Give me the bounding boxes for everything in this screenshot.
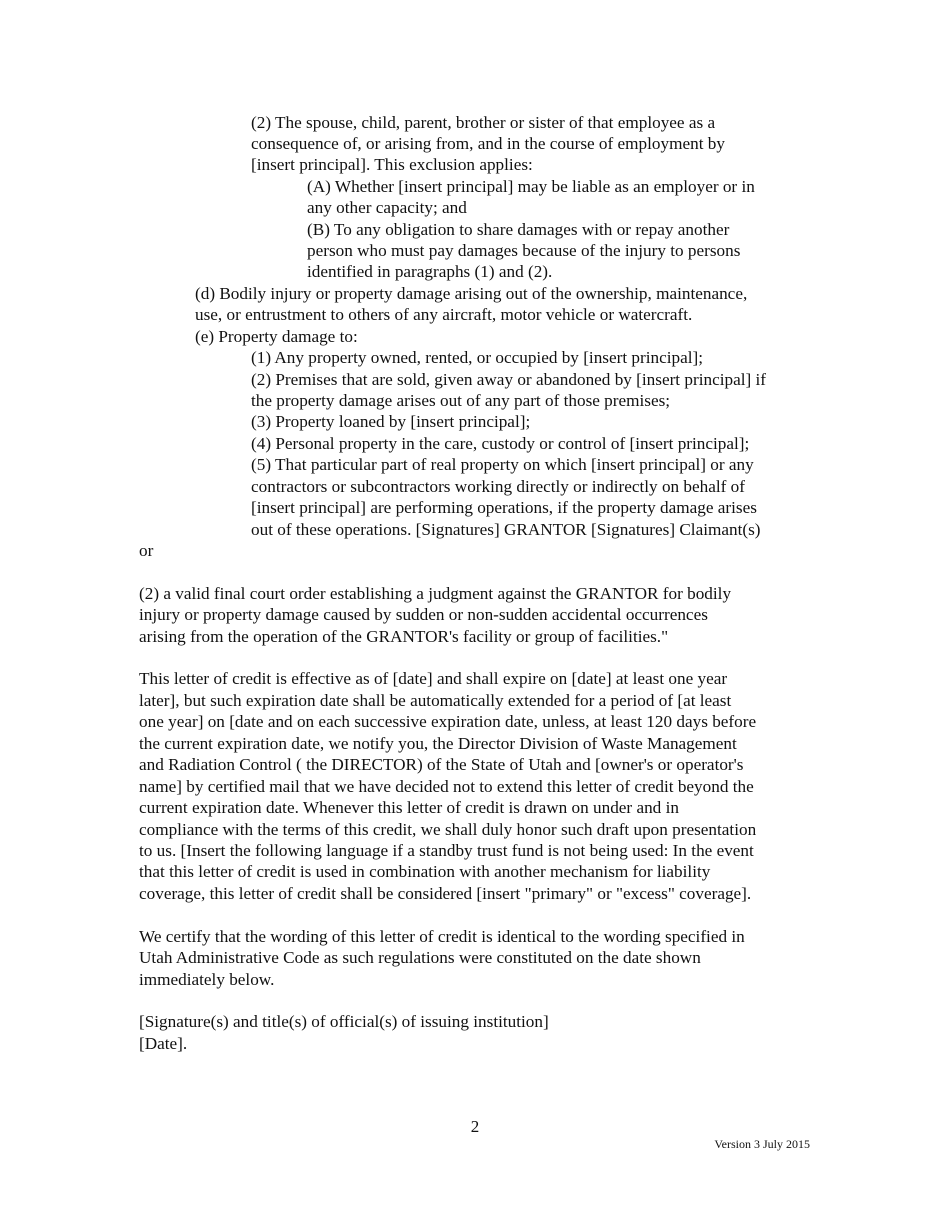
text-line: This letter of credit is effective as of [date] and shall expire on [date] at least one year: [139, 669, 728, 688]
text-line: later], but such expiration date shall be automatically extended for a period of [at least: [139, 691, 732, 710]
text-line: one year] on [date and on each successive expiration date, unless, at least 120 days before: [139, 712, 757, 731]
text-line: to us. [Insert the following language if a standby trust fund is not being used: In the event: [139, 841, 754, 860]
text-line: (3) Property loaned by [insert principal];: [251, 412, 531, 431]
text-line: current expiration date. Whenever this letter of credit is drawn on under and in: [139, 798, 679, 817]
text-line: person who must pay damages because of the injury to persons: [307, 241, 741, 260]
text-line: compliance with the terms of this credit, we shall duly honor such draft upon presentation: [139, 820, 757, 839]
text-line: [insert principal] are performing operations, if the property damage arises: [251, 498, 757, 517]
version-footer: Version 3 July 2015: [714, 1137, 810, 1151]
text-line: (2) a valid final court order establishing a judgment against the GRANTOR for bodily: [139, 584, 732, 603]
text-line: Utah Administrative Code as such regulations were constituted on the date shown: [139, 948, 701, 967]
text-line: use, or entrustment to others of any aircraft, motor vehicle or watercraft.: [195, 305, 693, 324]
text-line: consequence of, or arising from, and in the course of employment by: [251, 134, 725, 153]
text-line: the current expiration date, we notify you, the Director Division of Waste Management: [139, 734, 737, 753]
page-number: 2: [470, 1117, 480, 1136]
text-line: (2) Premises that are sold, given away or abandoned by [insert principal] if: [251, 370, 766, 389]
text-line: out of these operations. [Signatures] GRANTOR [Signatures] Claimant(s): [251, 520, 761, 539]
text-line: (A) Whether [insert principal] may be liable as an employer or in: [307, 177, 755, 196]
text-line: identified in paragraphs (1) and (2).: [307, 262, 553, 281]
text-line: injury or property damage caused by sudden or non-sudden accidental occurrences: [139, 605, 708, 624]
text-line: coverage, this letter of credit shall be considered [insert "primary" or "excess" coverage].: [139, 884, 752, 903]
text-line: (5) That particular part of real property on which [insert principal] or any: [251, 455, 754, 474]
date-line: [Date].: [139, 1034, 188, 1053]
text-line: We certify that the wording of this letter of credit is identical to the wording specified in: [139, 927, 745, 946]
text-line: arising from the operation of the GRANTOR's facility or group of facilities.": [139, 627, 669, 646]
text-line: (2) The spouse, child, parent, brother or sister of that employee as a: [251, 113, 716, 132]
text-line: the property damage arises out of any part of those premises;: [251, 391, 671, 410]
text-line: or: [139, 541, 154, 560]
text-line: (4) Personal property in the care, custody or control of [insert principal];: [251, 434, 750, 453]
text-line: (e) Property damage to:: [195, 327, 358, 346]
text-line: that this letter of credit is used in combination with another mechanism for liability: [139, 862, 711, 881]
text-line: name] by certified mail that we have decided not to extend this letter of credit beyond the: [139, 777, 754, 796]
text-line: any other capacity; and: [307, 198, 467, 217]
signature-line: [Signature(s) and title(s) of official(s) of issuing institution]: [139, 1012, 549, 1031]
text-line: (1) Any property owned, rented, or occupied by [insert principal];: [251, 348, 703, 367]
text-line: (d) Bodily injury or property damage arising out of the ownership, maintenance,: [195, 284, 748, 303]
text-line: [insert principal]. This exclusion applies:: [251, 155, 533, 174]
text-line: immediately below.: [139, 970, 275, 989]
text-line: contractors or subcontractors working directly or indirectly on behalf of: [251, 477, 745, 496]
text-line: and Radiation Control ( the DIRECTOR) of the State of Utah and [owner's or operator's: [139, 755, 744, 774]
text-line: (B) To any obligation to share damages with or repay another: [307, 220, 730, 239]
